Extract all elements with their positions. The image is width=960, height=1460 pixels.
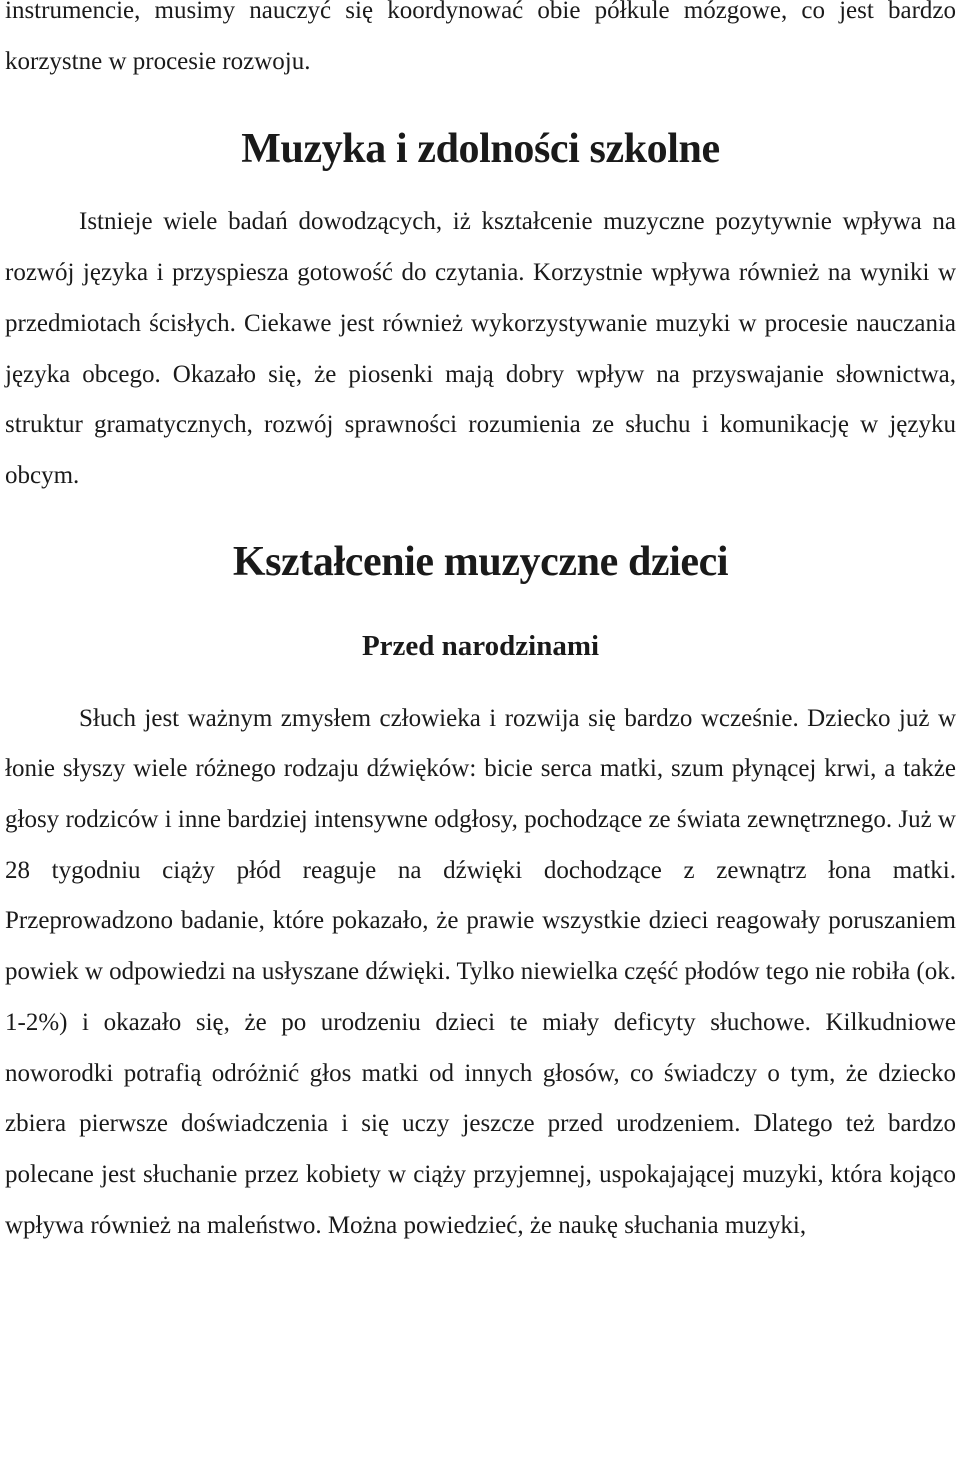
subheading-before-birth: Przed narodzinami bbox=[361, 629, 600, 662]
heading-music-education-children: Kształcenie muzyczne dzieci bbox=[232, 538, 729, 585]
document-page bbox=[5, 0, 956, 1251]
paragraph-music-and-school-abilities: Istnieje wiele badań dowodzących, iż kształcenie muzyczne pozytywnie wpływa na rozwój języka i przyspiesza gotowość do czytania. Korzystnie wpływa również na wyniki w przedmiotach ścisłych. Ciekawe jest również wykorzystywanie muzyki w procesie nauczania języka obcego. Okazało się, że piosenki mają dobry wpływ na przyswajanie słownictwa, struktur gramatycznych, rozwój sprawności rozumienia ze słuchu i komunikację w języku obcym. bbox=[5, 208, 956, 489]
intro-paragraph: instrumencie, musimy nauczyć się koordynować obie półkule mózgowe, co jest bardzo korzystne w procesie rozwoju. bbox=[5, 0, 956, 75]
heading-music-and-school-abilities: Muzyka i zdolności szkolne bbox=[241, 126, 720, 173]
paragraph-before-birth: Słuch jest ważnym zmysłem człowieka i rozwija się bardzo wcześnie. Dziecko już w łonie słyszy wiele różnego rodzaju dźwięków: bicie serca matki, szum płynącej krwi, a także głosy rodziców i inne bardziej intensywne odgłosy, pochodzące ze świata zewnętrznego. Już w 28 tygodniu ciąży płód reaguje na dźwięki dochodzące z zewnątrz łona matki. Przeprowadzono badanie, które pokazało, że prawie wszystkie dzieci reagowały poruszaniem powiek w odpowiedzi na usłyszane dźwięki. Tylko niewielka część płodów tego nie robiła (ok. 1-2%) i okazało się, że po urodzeniu dzieci te miały deficyty słuchowe. Kilkudniowe noworodki potrafią odróżnić głos matki od innych głosów, co świadczy o tym, że dziecko zbiera pierwsze doświadczenia i się uczy jeszcze przed urodzeniem. Dlatego też bardzo polecane jest słuchanie przez kobiety w ciąży przyjemnej, uspokajającej muzyki, która kojąco wpływa również na maleństwo. Można powiedzieć, że naukę słuchania muzyki, bbox=[5, 704, 957, 1239]
